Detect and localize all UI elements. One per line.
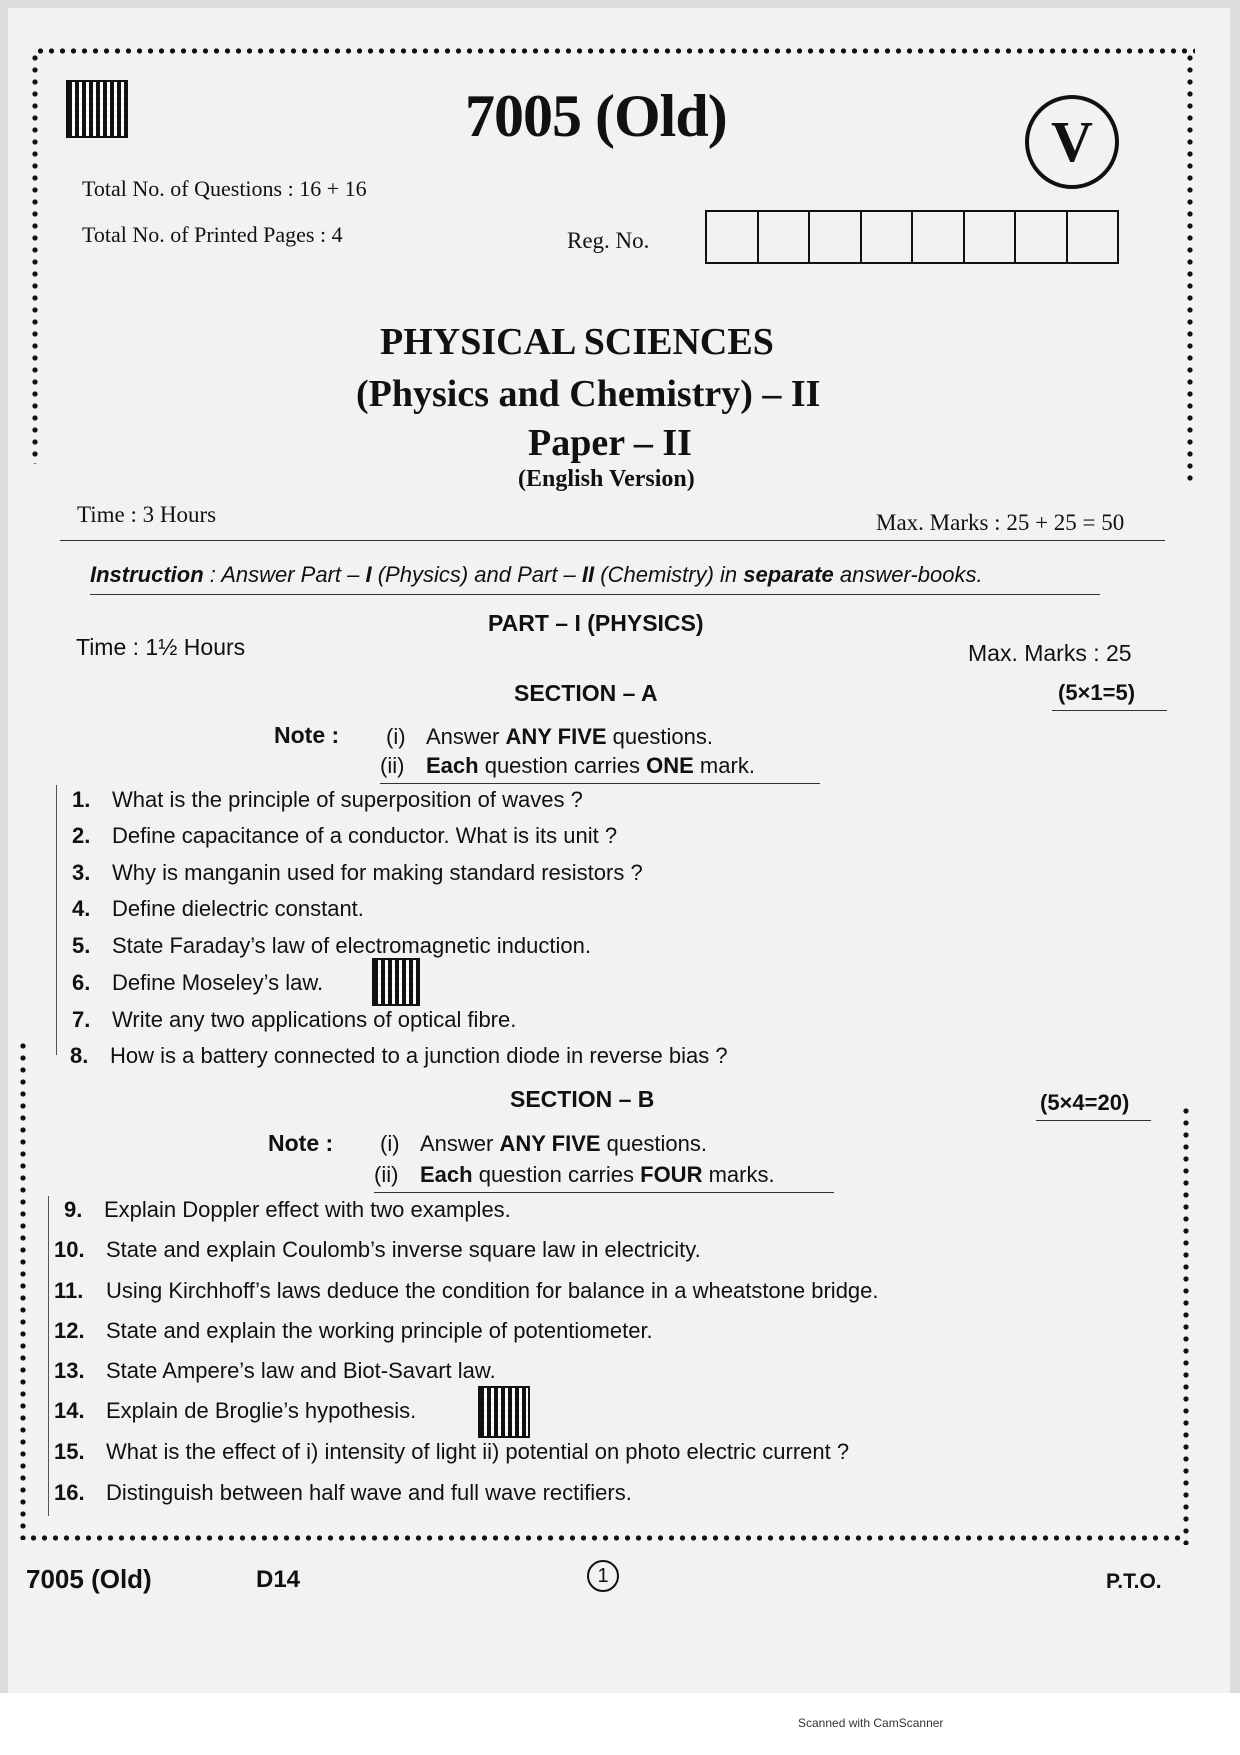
- section-b-note-rule: [374, 1192, 834, 1193]
- question-text: State and explain Coulomb’s inverse square law in electricity.: [106, 1237, 701, 1262]
- page-number: 1: [587, 1560, 619, 1592]
- paper-title: Paper – II: [528, 422, 692, 464]
- question-text: Explain de Broglie’s hypothesis.: [106, 1398, 417, 1423]
- note-bold: ANY FIVE: [499, 1131, 601, 1156]
- section-a-note-1: [386, 724, 713, 750]
- footer-pto: P.T.O.: [1106, 1570, 1162, 1593]
- footer-code: 7005 (Old): [26, 1564, 152, 1594]
- exam-time: Time : 3 Hours: [77, 502, 217, 527]
- question-3: [72, 860, 643, 886]
- part1-heading: PART – I (PHYSICS): [488, 610, 704, 636]
- subject-title: PHYSICAL SCIENCES: [380, 321, 774, 363]
- question-number: 4.: [72, 896, 91, 921]
- question-text: Using Kirchhoff’s laws deduce the condition for balance in a wheatstone bridge.: [106, 1278, 879, 1303]
- total-questions: Total No. of Questions : 16 + 16: [82, 176, 367, 201]
- instruction-part2: II: [581, 562, 595, 587]
- instruction-text: answer-books.: [833, 562, 983, 587]
- note-bold: ONE: [646, 753, 694, 778]
- question-number: 11.: [54, 1278, 84, 1303]
- instruction-text: (Chemistry) in: [594, 562, 744, 587]
- instruction-label: Instruction: [90, 562, 204, 587]
- question-1: [72, 787, 583, 813]
- question-16: [54, 1480, 632, 1506]
- question-13: [54, 1358, 496, 1384]
- note-text: mark.: [693, 753, 755, 778]
- reg-box-cell: [913, 212, 965, 262]
- question-9: [64, 1197, 511, 1223]
- question-10: [54, 1237, 701, 1263]
- note-text: questions.: [600, 1131, 707, 1156]
- question-text: How is a battery connected to a junction diode in reverse bias ?: [110, 1043, 728, 1068]
- qr-code-icon: [66, 80, 128, 138]
- question-number: 5.: [72, 933, 91, 958]
- exam-max-marks: Max. Marks : 25 + 25 = 50: [876, 510, 1125, 535]
- section-b-marks-rule: [1036, 1120, 1151, 1121]
- version-text: (English Version): [518, 466, 695, 492]
- question-number: 6.: [72, 970, 91, 995]
- instruction-part1: I: [365, 562, 372, 587]
- note-bold: Each: [426, 753, 479, 778]
- note-bold: FOUR: [640, 1162, 703, 1187]
- section-a-note-2: [380, 753, 755, 779]
- note-num: (i): [380, 1131, 400, 1156]
- reg-box-cell: [965, 212, 1017, 262]
- question-4: [72, 896, 364, 922]
- question-15: [54, 1439, 849, 1465]
- question-number: 10.: [54, 1237, 85, 1262]
- note-text: marks.: [702, 1162, 775, 1187]
- question-text: Distinguish between half wave and full wave rectifiers.: [106, 1480, 632, 1505]
- question-text: What is the effect of i) intensity of light ii) potential on photo electric current ?: [106, 1439, 850, 1464]
- question-number: 15.: [54, 1439, 85, 1464]
- instruction-rule: [90, 594, 1100, 595]
- section-b-note-label: Note :: [268, 1130, 334, 1156]
- note-text: Answer: [420, 1131, 500, 1156]
- total-pages: Total No. of Printed Pages : 4: [82, 222, 343, 247]
- question-text: State and explain the working principle of potentiometer.: [106, 1318, 653, 1343]
- question-number: 3.: [72, 860, 91, 885]
- reg-label: Reg. No.: [567, 228, 650, 253]
- reg-box-cell: [862, 212, 914, 262]
- subject-subtitle: (Physics and Chemistry) – II: [356, 373, 821, 415]
- section-a-side-rule: [56, 785, 57, 1055]
- question-number: 13.: [54, 1358, 85, 1383]
- section-b-note-2: [374, 1162, 775, 1188]
- question-number: 12.: [54, 1318, 85, 1343]
- left-dotted-border: [32, 52, 38, 464]
- part1-max-marks: Max. Marks : 25: [968, 640, 1132, 666]
- footer-set: D14: [256, 1566, 301, 1593]
- instruction-text: (Physics) and Part –: [371, 562, 582, 587]
- section-b-note-1: [380, 1131, 707, 1157]
- question-text: What is the principle of superposition of waves ?: [112, 787, 583, 812]
- question-7: [72, 1007, 516, 1033]
- note-text: questions.: [606, 724, 713, 749]
- note-num: (ii): [374, 1162, 399, 1187]
- question-text: Why is manganin used for making standard resistors ?: [112, 860, 643, 885]
- instruction: [90, 562, 983, 588]
- bottom-dotted-border: [28, 1535, 1186, 1541]
- left-dotted-border-lower: [20, 1040, 26, 1540]
- note-text: question carries: [478, 753, 647, 778]
- question-number: 9.: [64, 1197, 83, 1222]
- top-dotted-border: [35, 48, 1195, 54]
- reg-box-cell: [1068, 212, 1118, 262]
- question-12: [54, 1318, 653, 1344]
- question-text: Define Moseley’s law.: [112, 970, 324, 995]
- note-num: (i): [386, 724, 406, 749]
- bottom-strip: [0, 1693, 1240, 1755]
- question-number: 7.: [72, 1007, 91, 1032]
- section-a-marks-rule: [1052, 710, 1167, 711]
- question-2: [72, 823, 617, 849]
- section-b-marks: (5×4=20): [1040, 1090, 1130, 1115]
- question-number: 8.: [70, 1043, 89, 1068]
- section-b-side-rule: [48, 1196, 49, 1516]
- reg-box-cell: [707, 212, 759, 262]
- section-a-marks: (5×1=5): [1058, 680, 1136, 705]
- question-5: [72, 933, 591, 959]
- instruction-separate: separate: [743, 562, 834, 587]
- instruction-text: : Answer Part –: [203, 562, 366, 587]
- section-b-heading: SECTION – B: [510, 1086, 655, 1112]
- note-bold: Each: [420, 1162, 473, 1187]
- note-text: Answer: [426, 724, 506, 749]
- version-badge: V: [1025, 95, 1119, 189]
- scanner-watermark: Scanned with CamScanner: [798, 1716, 944, 1730]
- question-11: [54, 1278, 879, 1304]
- right-dotted-border-lower: [1183, 1105, 1189, 1545]
- question-text: Define dielectric constant.: [112, 896, 364, 921]
- reg-number-boxes: [705, 210, 1119, 264]
- note-num: (ii): [380, 753, 405, 778]
- question-number: 14.: [54, 1398, 85, 1423]
- question-number: 1.: [72, 787, 91, 812]
- question-14: [54, 1398, 416, 1424]
- question-text: State Faraday’s law of electromagnetic induction.: [112, 933, 591, 958]
- reg-box-cell: [1016, 212, 1068, 262]
- header-rule: [60, 540, 1165, 541]
- section-a-note-rule: [380, 783, 820, 784]
- reg-box-cell: [759, 212, 811, 262]
- section-a-heading: SECTION – A: [514, 680, 658, 706]
- right-dotted-border: [1187, 52, 1193, 482]
- question-text: State Ampere’s law and Biot-Savart law.: [106, 1358, 496, 1383]
- paper-code: 7005 (Old): [465, 83, 727, 149]
- question-text: Explain Doppler effect with two examples.: [104, 1197, 511, 1222]
- qr-code-icon: [372, 958, 420, 1006]
- part1-time: Time : 1½ Hours: [76, 634, 246, 660]
- reg-box-cell: [810, 212, 862, 262]
- note-bold: ANY FIVE: [505, 724, 607, 749]
- question-text: Define capacitance of a conductor. What is its unit ?: [112, 823, 618, 848]
- question-text: Write any two applications of optical fibre.: [112, 1007, 517, 1032]
- question-6: [72, 970, 323, 996]
- question-number: 16.: [54, 1480, 85, 1505]
- note-text: question carries: [472, 1162, 641, 1187]
- qr-code-icon: [478, 1386, 530, 1438]
- question-number: 2.: [72, 823, 91, 848]
- section-a-note-label: Note :: [274, 722, 340, 748]
- question-8: [70, 1043, 728, 1069]
